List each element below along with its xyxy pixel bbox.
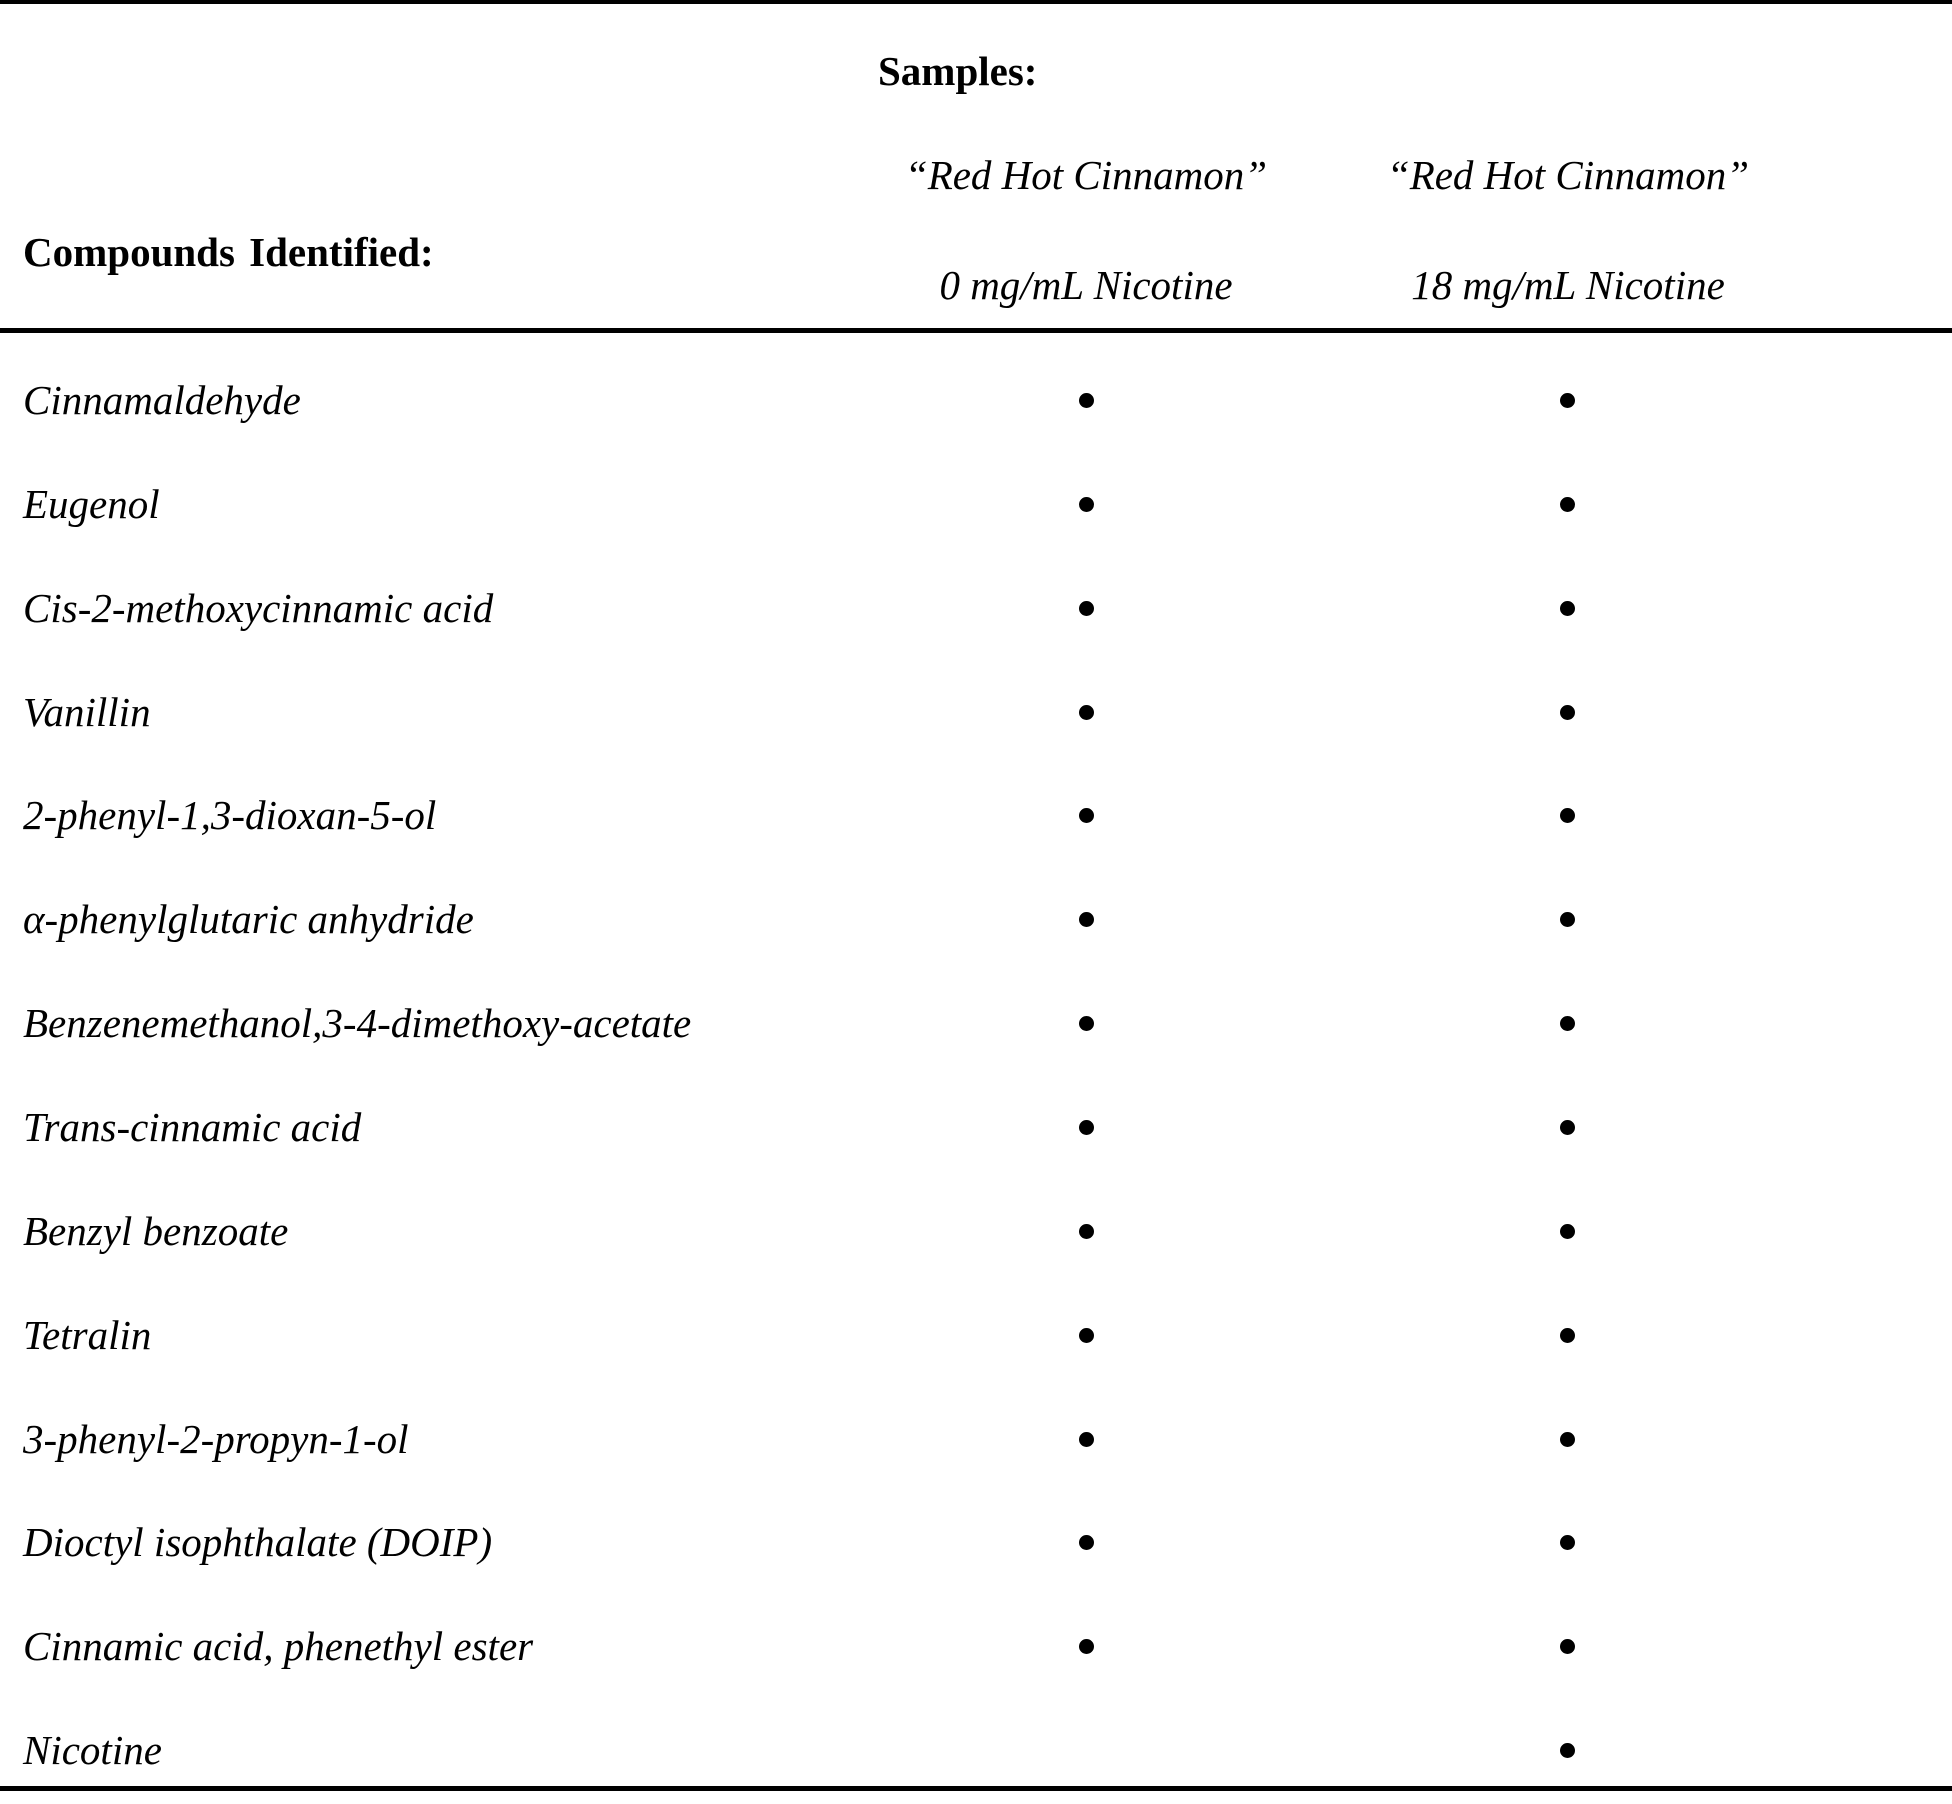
compound-name: Cis-2-methoxycinnamic acid xyxy=(23,585,494,631)
table-header-rule xyxy=(0,328,1952,333)
compound-name: Dioctyl isophthalate (DOIP) xyxy=(23,1519,493,1565)
table-row xyxy=(0,1720,1952,1780)
presence-marker-icon xyxy=(1560,808,1575,823)
presence-marker-icon xyxy=(1079,1224,1094,1239)
table-row xyxy=(0,993,1952,1053)
presence-marker-icon xyxy=(1079,1535,1094,1550)
compound-name: Nicotine xyxy=(23,1727,162,1773)
table-row xyxy=(0,370,1952,430)
column-header-sample-2-name: “Red Hot Cinnamon” xyxy=(1386,152,1750,198)
presence-marker-icon xyxy=(1560,1639,1575,1654)
presence-marker-icon xyxy=(1079,601,1094,616)
column-header-sample-1-name: “Red Hot Cinnamon” xyxy=(904,152,1268,198)
compounds-heading: Compounds Identified: xyxy=(23,229,434,275)
table-row xyxy=(0,1512,1952,1572)
table-row xyxy=(0,1201,1952,1261)
compound-name: Tetralin xyxy=(23,1312,152,1358)
presence-marker-icon xyxy=(1560,1432,1575,1447)
table-row xyxy=(0,1409,1952,1469)
presence-marker-icon xyxy=(1560,705,1575,720)
presence-marker-icon xyxy=(1560,1328,1575,1343)
presence-marker-icon xyxy=(1560,1224,1575,1239)
table-row xyxy=(0,578,1952,638)
presence-marker-icon xyxy=(1560,1535,1575,1550)
presence-marker-icon xyxy=(1079,1016,1094,1031)
presence-marker-icon xyxy=(1560,912,1575,927)
samples-heading: Samples: xyxy=(878,48,1038,94)
presence-marker-icon xyxy=(1079,393,1094,408)
presence-marker-icon xyxy=(1079,808,1094,823)
compound-name: 2-phenyl-1,3-dioxan-5-ol xyxy=(23,792,437,838)
compound-name: 3-phenyl-2-propyn-1-ol xyxy=(23,1416,409,1462)
compound-name: α-phenylglutaric anhydride xyxy=(23,896,474,942)
presence-marker-icon xyxy=(1560,497,1575,512)
presence-marker-icon xyxy=(1079,705,1094,720)
table-top-rule xyxy=(0,0,1952,4)
column-header-sample-2-concentration: 18 mg/mL Nicotine xyxy=(1411,262,1725,308)
compound-name: Benzyl benzoate xyxy=(23,1208,289,1254)
compound-name: Cinnamaldehyde xyxy=(23,377,301,423)
compound-name: Eugenol xyxy=(23,481,160,527)
table-row xyxy=(0,474,1952,534)
column-header-sample-1-concentration: 0 mg/mL Nicotine xyxy=(939,262,1233,308)
table-row xyxy=(0,1305,1952,1365)
presence-marker-icon xyxy=(1079,1120,1094,1135)
compound-name: Trans-cinnamic acid xyxy=(23,1104,362,1150)
presence-marker-icon xyxy=(1079,1639,1094,1654)
table-bottom-rule xyxy=(0,1786,1952,1791)
table-row xyxy=(0,1097,1952,1157)
presence-marker-icon xyxy=(1560,1743,1575,1758)
presence-marker-icon xyxy=(1079,1432,1094,1447)
presence-marker-icon xyxy=(1079,912,1094,927)
table-row xyxy=(0,682,1952,742)
presence-marker-icon xyxy=(1560,1016,1575,1031)
presence-marker-icon xyxy=(1560,393,1575,408)
compound-name: Cinnamic acid, phenethyl ester xyxy=(23,1623,534,1669)
presence-marker-icon xyxy=(1560,1120,1575,1135)
compound-name: Benzenemethanol,3-4-dimethoxy-acetate xyxy=(23,1000,692,1046)
table-row xyxy=(0,785,1952,845)
table-row xyxy=(0,889,1952,949)
presence-marker-icon xyxy=(1079,1328,1094,1343)
presence-marker-icon xyxy=(1079,497,1094,512)
presence-marker-icon xyxy=(1560,601,1575,616)
table-row xyxy=(0,1616,1952,1676)
compound-name: Vanillin xyxy=(23,689,151,735)
